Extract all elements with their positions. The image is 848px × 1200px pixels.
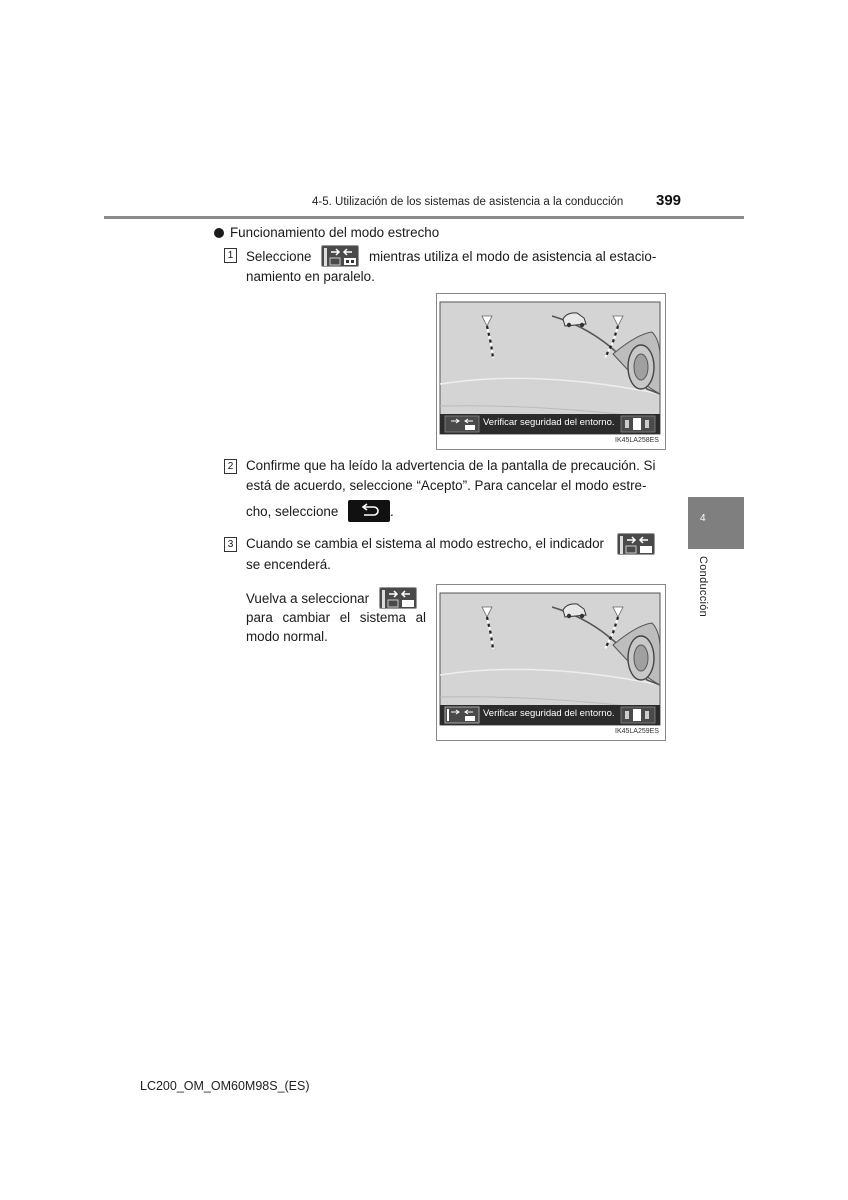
screen-message-2: Verificar seguridad del entorno.: [483, 708, 615, 719]
figure-caption-1: IK45LA258ES: [615, 437, 659, 444]
screen-message-1: Verificar seguridad del entorno.: [483, 417, 615, 428]
note-line3: modo normal.: [246, 629, 328, 644]
step-3-line2: se encenderá.: [246, 557, 331, 572]
screen-figure-1: [436, 293, 666, 450]
bullet-heading: [214, 223, 439, 243]
step-number-3: 3: [224, 537, 237, 552]
section-title: 4-5. Utilización de los sistemas de asistencia a la conducción: [312, 196, 624, 208]
note-line2: para cambiar el sistema al: [246, 610, 426, 625]
screen-figure-2: [436, 584, 666, 741]
step-3-line1: Cuando se cambia el sistema al modo estrecho, el indicador: [246, 536, 605, 551]
figure-caption-2: IK45LA259ES: [615, 728, 659, 735]
chapter-label: Conducción: [697, 556, 709, 618]
step-2-line3: cho, seleccione .: [246, 500, 394, 522]
chapter-tab: [688, 497, 744, 549]
header-divider: [104, 216, 744, 219]
bullet-icon: [214, 228, 224, 238]
note-text: Vuelva a seleccionar: [246, 587, 426, 609]
page-number: 399: [656, 192, 682, 209]
step-2-text: Confirme que ha leído la advertencia de la pantalla de precaución. Si está de acuerdo, seleccione “Acepto”. Para cancelar el modo estre-: [246, 458, 656, 493]
bullet-heading-text: Funcionamiento del modo estrecho: [230, 225, 440, 240]
chapter-number: 4: [700, 513, 706, 524]
mode-switch-icon: [321, 245, 359, 267]
back-arrow-icon: [348, 500, 390, 522]
step-number-1: 1: [224, 248, 237, 263]
step-1-text: Seleccione mientras utiliza el modo de asistencia al estacio- namiento en paralelo.: [246, 245, 661, 287]
mode-switch-icon: [617, 533, 655, 555]
step-number-2: 2: [224, 459, 237, 474]
footer-doc-code: LC200_OM_OM60M98S_(ES): [140, 1079, 310, 1093]
mode-switch-icon: [379, 587, 417, 609]
